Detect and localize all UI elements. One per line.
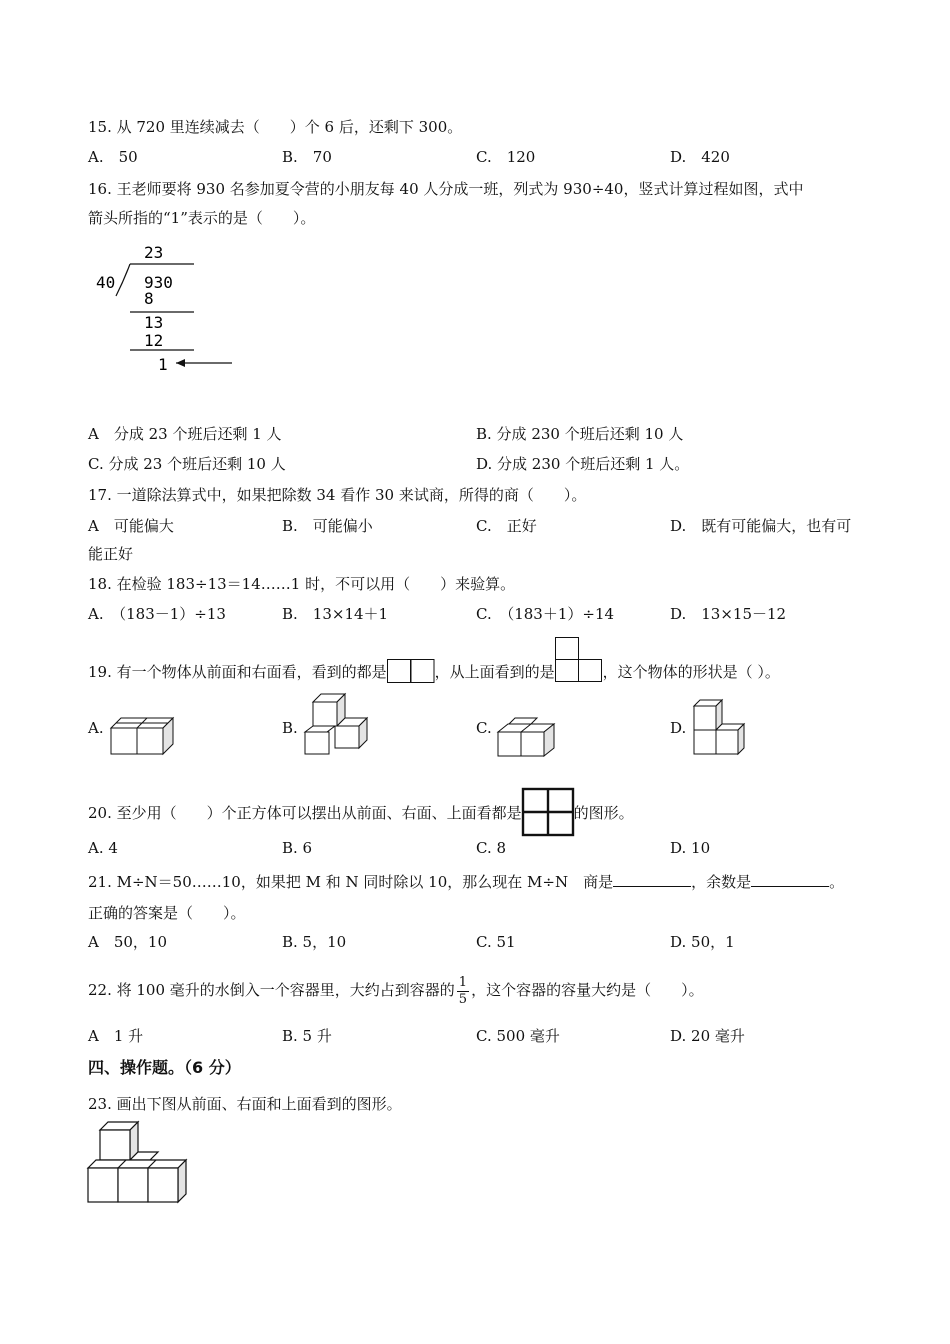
q20-option-b: B. 6: [282, 839, 313, 857]
q19-stem-a: 19. 有一个物体从前面和右面看，看到的都是: [88, 663, 387, 681]
q20-stem-b: 的图形。: [573, 804, 634, 822]
q19-stem: [88, 650, 780, 696]
q17-option-d-wrap: 能正好: [88, 545, 134, 563]
division-quotient: 23: [144, 243, 164, 262]
q21-stem-a: 21. M÷N＝50……10，如果把 M 和 N 同时除以 10，那么现在 M÷N 商是: [88, 873, 614, 891]
q22-stem-b: ，这个容器的容量大约是（ ）。: [471, 981, 704, 999]
q16-option-c: C. 分成 23 个班后还剩 10 人: [88, 455, 286, 473]
q16-stem-line2: 箭头所指的“1”表示的是（ ）。: [88, 209, 316, 227]
q17-option-d: D. 既有可能偏大，也有可: [670, 517, 852, 535]
division-dividend: 930: [144, 273, 173, 292]
q20-stem: [88, 790, 634, 838]
q22-stem-a: 22. 将 100 毫升的水倒入一个容器里，大约占到容器的: [88, 981, 455, 999]
q19-stem-c: ，这个物体的形状是（ ）。: [602, 663, 780, 681]
q16-option-d: D. 分成 230 个班后还剩 1 人。: [476, 455, 690, 473]
q17-option-a: A 可能偏大: [88, 517, 174, 535]
division-step1: 8: [144, 289, 154, 308]
q19-label-c: C.: [476, 719, 492, 737]
q19-option-c-figure: [497, 714, 559, 758]
q18-option-c: C. （183＋1）÷14: [476, 605, 615, 623]
q20-stem-a: 20. 至少用（ ）个正方体可以摆出从前面、右面、上面看都是: [88, 804, 522, 822]
q17-stem: 17. 一道除法算式中，如果把除数 34 看作 30 来试商，所得的商（ ）。: [88, 486, 587, 504]
q21-stem-b: ，余数是: [691, 873, 752, 891]
q21-remainder-blank[interactable]: [751, 872, 829, 887]
q21-quotient-blank[interactable]: [613, 872, 691, 887]
q19-option-b-figure: [303, 692, 371, 756]
q15-option-b: B. 70: [282, 148, 332, 166]
q22-option-d: D. 20 毫升: [670, 1027, 745, 1045]
q23-stem: 23. 画出下图从前面、右面和上面看到的图形。: [88, 1095, 402, 1113]
long-division-figure: [92, 240, 242, 380]
q21-option-b: B. 5，10: [282, 933, 347, 951]
q19-stem-b: ，从上面看到的是: [434, 663, 555, 681]
q21-stem-c: 。: [829, 873, 845, 891]
q20-option-d: D. 10: [670, 839, 711, 857]
q15-option-c: C. 120: [476, 148, 536, 166]
q22-fraction-numerator: 1: [458, 974, 468, 990]
division-step3: 12: [144, 331, 164, 350]
q15-option-a: A. 50: [88, 148, 138, 166]
q19-option-d-figure: [692, 698, 750, 758]
q18-option-a: A. （183－1）÷13: [88, 605, 226, 623]
q21-line2: 正确的答案是（ ）。: [88, 904, 246, 922]
q22-fraction: [457, 975, 469, 1008]
q16-stem-line1: 16. 王老师要将 930 名参加夏令营的小朋友每 40 人分成一班，列式为 930÷40，竖式计算过程如图，式中: [88, 180, 804, 198]
q19-option-a-figure: [110, 714, 178, 756]
q18-option-d: D. 13×15－12: [670, 605, 787, 623]
q23-cube-figure: [86, 1120, 194, 1206]
division-step2: 13: [144, 313, 164, 332]
q22-option-a: A 1 升: [88, 1027, 144, 1045]
q21-stem: [88, 872, 844, 892]
section-4-title: 四、操作题。（6 分）: [88, 1058, 241, 1077]
q16-option-a: A 分成 23 个班后还剩 1 人: [88, 425, 282, 443]
division-divisor: 40: [96, 273, 116, 292]
q17-option-b: B. 可能偏小: [282, 517, 373, 535]
q19-top-view-figure: [555, 637, 603, 683]
q15-stem: 15. 从 720 里连续减去（ ）个 6 后，还剩下 300。: [88, 118, 463, 136]
q22-option-c: C. 500 毫升: [476, 1027, 560, 1045]
q22-stem: [88, 972, 704, 1008]
q19-label-d: D.: [670, 719, 687, 737]
q19-label-a: A.: [88, 719, 104, 737]
q18-stem: 18. 在检验 183÷13＝14……1 时，不可以用（ ）来验算。: [88, 575, 516, 593]
arrow-head-icon: [176, 359, 185, 367]
q19-label-b: B.: [282, 719, 298, 737]
q21-option-d: D. 50，1: [670, 933, 735, 951]
q19-front-view-figure: [387, 659, 435, 683]
q20-option-a: A. 4: [88, 839, 118, 857]
q20-view-figure: [522, 788, 574, 836]
q21-option-c: C. 51: [476, 933, 516, 951]
q18-option-b: B. 13×14＋1: [282, 605, 389, 623]
q21-option-a: A 50，10: [88, 933, 168, 951]
q16-option-b: B. 分成 230 个班后还剩 10 人: [476, 425, 684, 443]
q20-option-c: C. 8: [476, 839, 507, 857]
q15-option-d: D. 420: [670, 148, 730, 166]
q17-option-c: C. 正好: [476, 517, 537, 535]
q22-fraction-denominator: 5: [458, 991, 468, 1007]
division-remainder: 1: [158, 355, 168, 374]
q22-option-b: B. 5 升: [282, 1027, 332, 1045]
